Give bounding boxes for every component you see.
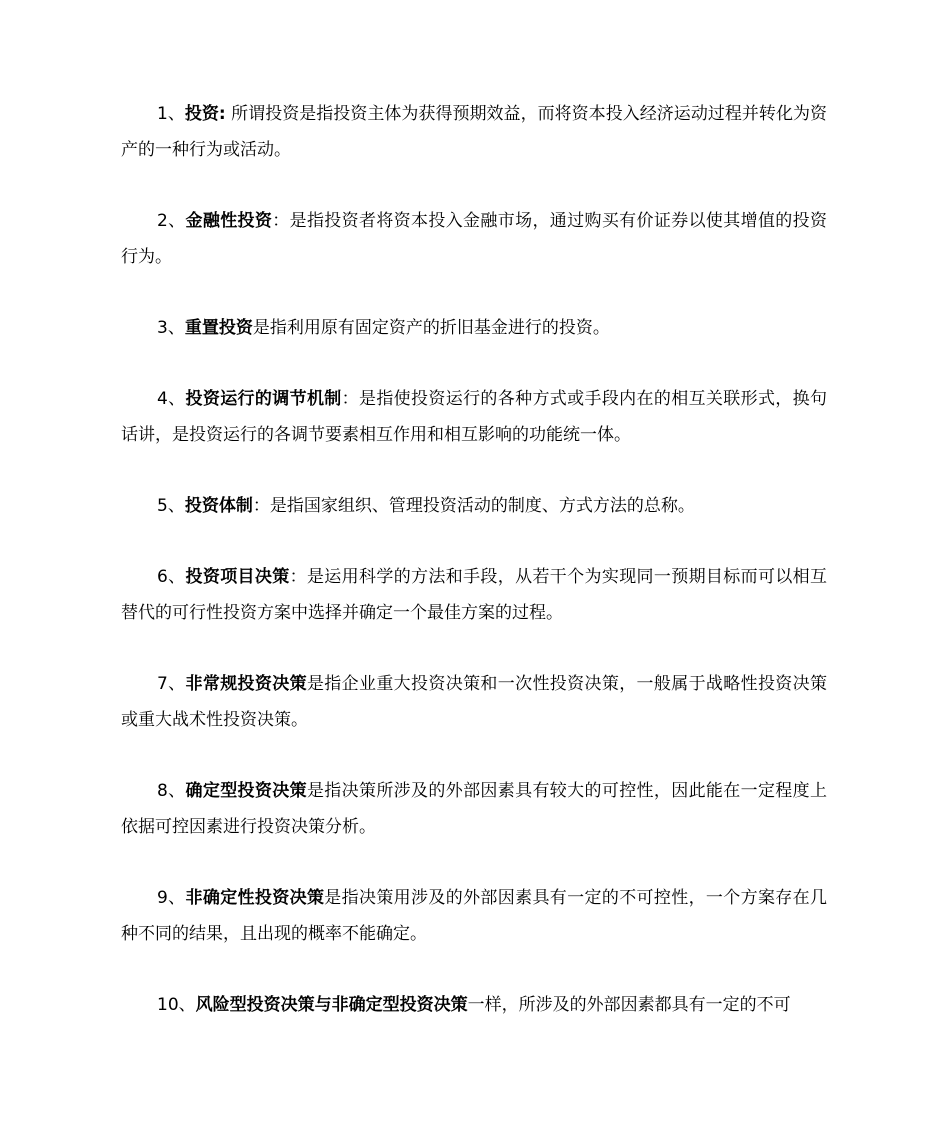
item-definition: 是指决策用涉及的外部因素具有一定的不可控性，一个方案存在几种不同的结果，且出现的概率不能确定。 — [121, 888, 828, 944]
item-number: 1、 — [157, 104, 185, 124]
definition-paragraph-3 — [121, 310, 827, 346]
item-number: 7、 — [157, 674, 186, 694]
item-number: 6、 — [157, 567, 186, 587]
item-term: 金融性投资 — [185, 211, 273, 231]
item-definition: 一样，所涉及的外部因素都具有一定的不可 — [467, 995, 791, 1015]
item-number: 4、 — [157, 389, 186, 409]
item-number: 10、 — [157, 995, 196, 1015]
item-term: 重置投资 — [184, 318, 253, 338]
item-number: 2、 — [157, 211, 186, 231]
item-definition: ：是指国家组织、管理投资活动的制度、方式方法的总称。 — [252, 496, 695, 516]
definition-paragraph-1 — [121, 96, 827, 168]
definition-paragraph-4 — [121, 381, 827, 453]
definition-paragraph-10 — [121, 987, 827, 1023]
item-number: 3、 — [157, 318, 185, 338]
item-definition: ：是运用科学的方法和手段，从若干个为实现同一预期目标而可以相互替代的可行性投资方案中选择并确定一个最佳方案的过程。 — [121, 567, 828, 623]
item-definition: 是指利用原有固定资产的折旧基金进行的投资。 — [252, 318, 610, 338]
item-number: 9、 — [157, 888, 186, 908]
item-definition: ：是指使投资运行的各种方式或手段内在的相互关联形式，换句话讲，是投资运行的各调节要素相互作用和相互影响的功能统一体。 — [121, 389, 827, 445]
item-definition: 所谓投资是指投资主体为获得预期效益，而将资本投入经济运动过程并转化为资产的一种行为或活动。 — [121, 104, 827, 160]
item-number: 5、 — [157, 496, 185, 516]
definition-paragraph-7 — [121, 666, 827, 738]
item-definition: 是指决策所涉及的外部因素具有较大的可控性，因此能在一定程度上依据可控因素进行投资决策分析。 — [121, 781, 828, 837]
definition-paragraph-8 — [121, 773, 827, 845]
document-body — [121, 96, 827, 1023]
item-term: 投资运行的调节机制 — [185, 389, 342, 409]
item-term: 投资项目决策 — [185, 567, 290, 587]
definition-paragraph-5 — [121, 488, 827, 524]
definition-paragraph-9 — [121, 880, 827, 952]
definition-paragraph-6 — [121, 559, 827, 631]
item-term: 风险型投资决策与非确定型投资决策 — [195, 995, 468, 1015]
item-term: 非确定性投资决策 — [185, 888, 325, 908]
item-term: 投资体制 — [184, 496, 253, 516]
item-term: 非常规投资决策 — [185, 674, 307, 694]
definition-paragraph-2 — [121, 203, 827, 275]
item-number: 8、 — [157, 781, 186, 801]
item-term: 确定型投资决策 — [185, 781, 307, 801]
item-term: 投资: — [184, 104, 226, 124]
item-definition: ：是指投资者将资本投入金融市场，通过购买有价证券以使其增值的投资行为。 — [121, 211, 827, 267]
item-definition: 是指企业重大投资决策和一次性投资决策，一般属于战略性投资决策或重大战术性投资决策。 — [121, 674, 828, 730]
